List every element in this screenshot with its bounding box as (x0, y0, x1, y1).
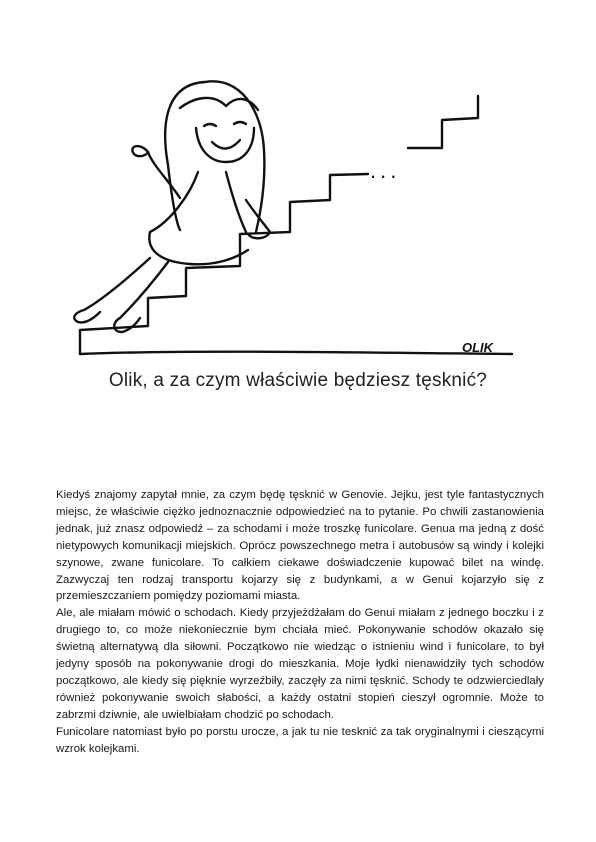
hair (165, 81, 264, 232)
stairs-girl-illustration (0, 0, 596, 372)
dress (149, 172, 248, 264)
article-body (56, 487, 544, 758)
page-title: Olik, a za czym właściwie będziesz tęsknić? (108, 370, 488, 391)
legs (74, 258, 168, 332)
raised-arm (148, 152, 180, 198)
paragraph: Funicolare natomiast było po porstu urocze, a jak tu nie tesknić za tak oryginalnymi i cieszącymi wzrok kolejkami. (56, 725, 544, 755)
paragraph: Kiedyś znajomy zapytał mnie, za czym będę tęsknić w Genovie. Jejku, jest tyle fantastycznych miejsc, że właściwie ciężko jednoznacznie odpowiedzieć na to pytanie. Po chwili zastanowienia jednak, już znasz odpowiedź – za schodami i może troszkę funicolare. Genua ma jedną z dość nietypowych komunikacji miejskich. Oprócz powszechnego metra i autobusów są windy i kolejki szynowe, zwane funicolare. To całkiem ciekawe doświadczenie kupować bilet na windę. Zazwyczaj ten rodzaj transportu kojarzy się z budynkami, a w Genui kojarzyło się z przemieszczaniem pomiędzy poziomami miasta. (56, 489, 544, 603)
ground-line (80, 352, 512, 354)
paragraph: Ale, ale miałam mówić o schodach. Kiedy przyjeżdżałam do Genui miałam z jednego boczku i z drugiego to, co może niekoniecznie bym chciała mieć. Pokonywanie schodów okazało się świetną alternatywą dla siłowni. Początkowo nie wiedząc o istnieniu wind i funicolare, to był jedyny sposób na pokonywanie drogi do mieszkania. Moje łydki nienawidziły tych schodów początkowo, ale kiedy się pięknie wyrzeźbiły, zaczęły za nimi tęsknić. Schody te odzwierciedlały również pokonywanie swoich słabości, a każdy ostatni stopień cieszył ogromnie. Może to zabrzmi dziwnie, ale uwielbiałam chodzić po schodach. (56, 607, 544, 721)
artist-signature: OLIK (462, 340, 494, 355)
staircase (80, 96, 478, 354)
stairs-ellipsis: ... (370, 158, 401, 183)
